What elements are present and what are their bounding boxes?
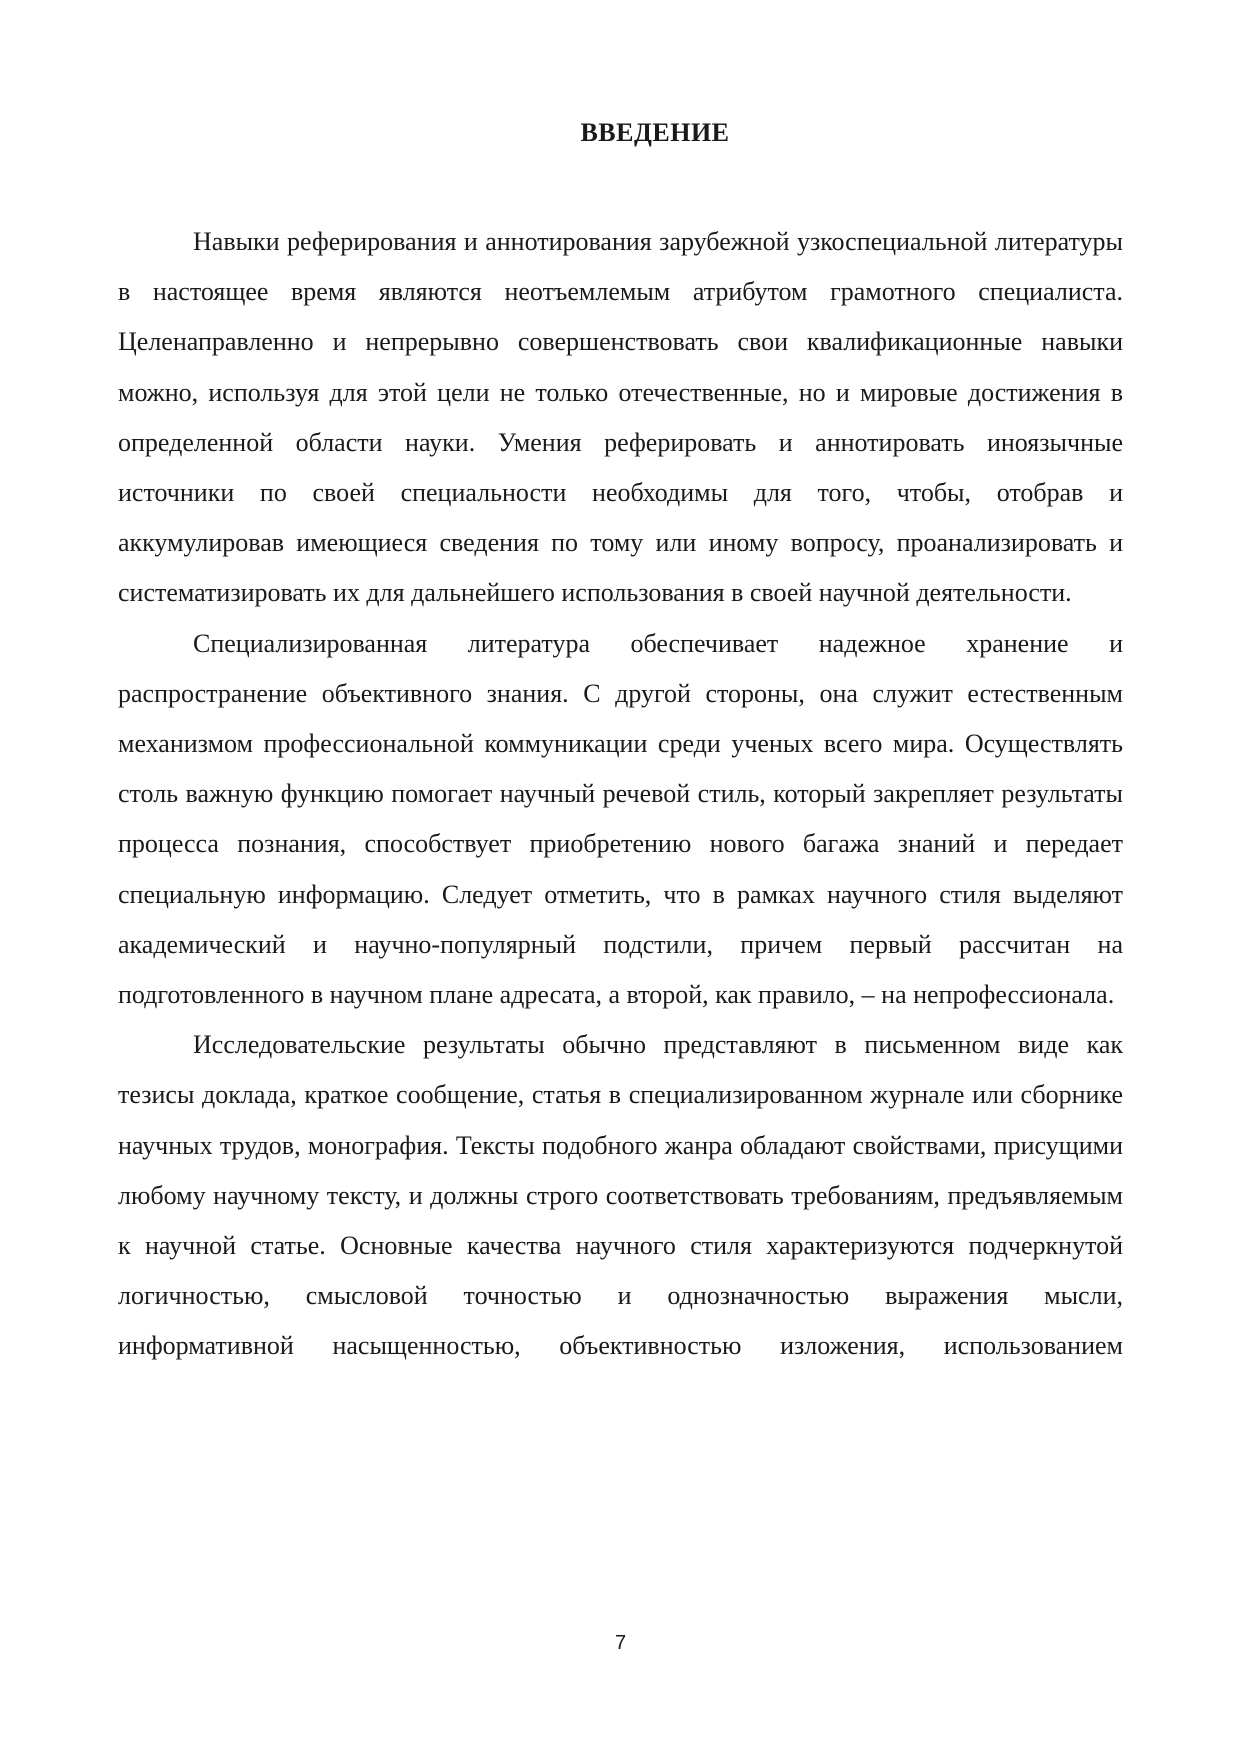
body-text xyxy=(118,217,1123,1372)
paragraph: Специализированная литература обеспечивает надежное хранение и распространение объективного знания. С другой стороны, она служит естественным механизмом профессиональной коммуникации среди ученых всего мира. Осуществлять столь важную функцию помогает научный речевой стиль, который закрепляет результаты процесса познания, способствует приобретению нового багажа знаний и передает специальную информацию. Следует отметить, что в рамках научного стиля выделяют академический и научно-популярный подстили, причем первый рассчитан на подготовленного в научном плане адресата, а второй, как правило, – на непрофессионала. xyxy=(118,628,1123,1010)
page-number: 7 xyxy=(614,1632,627,1654)
section-heading: ВВЕДЕНИЕ xyxy=(580,118,730,147)
paragraph: Исследовательские результаты обычно представляют в письменном виде как тезисы доклада, краткое сообщение, статья в специализированном журнале или сборнике научных трудов, монография. Тексты подобного жанра обладают свойствами, присущими любому научному тексту, и должны строго соответствовать требованиям, предъявляемым к научной статье. Основные качества научного стиля характеризуются подчеркнутой логичностью, смысловой точностью и однозначностью выражения мысли, информативной насыщенностью, объективностью изложения, использованием xyxy=(118,1030,1123,1361)
paragraph: Навыки реферирования и аннотирования зарубежной узкоспециальной литературы в настоящее время являются неотъемлемым атрибутом грамотного специалиста. Целенаправленно и непрерывно совершенствовать свои квалификационные навыки можно, используя для этой цели не только отечественные, но и мировые достижения в определенной области науки. Умения реферировать и аннотировать иноязычные источники по своей специальности необходимы для того, чтобы, отобрав и аккумулировав имеющиеся сведения по тому или иному вопросу, проанализировать и систематизировать их для дальнейшего использования в своей научной деятельности. xyxy=(118,227,1123,608)
